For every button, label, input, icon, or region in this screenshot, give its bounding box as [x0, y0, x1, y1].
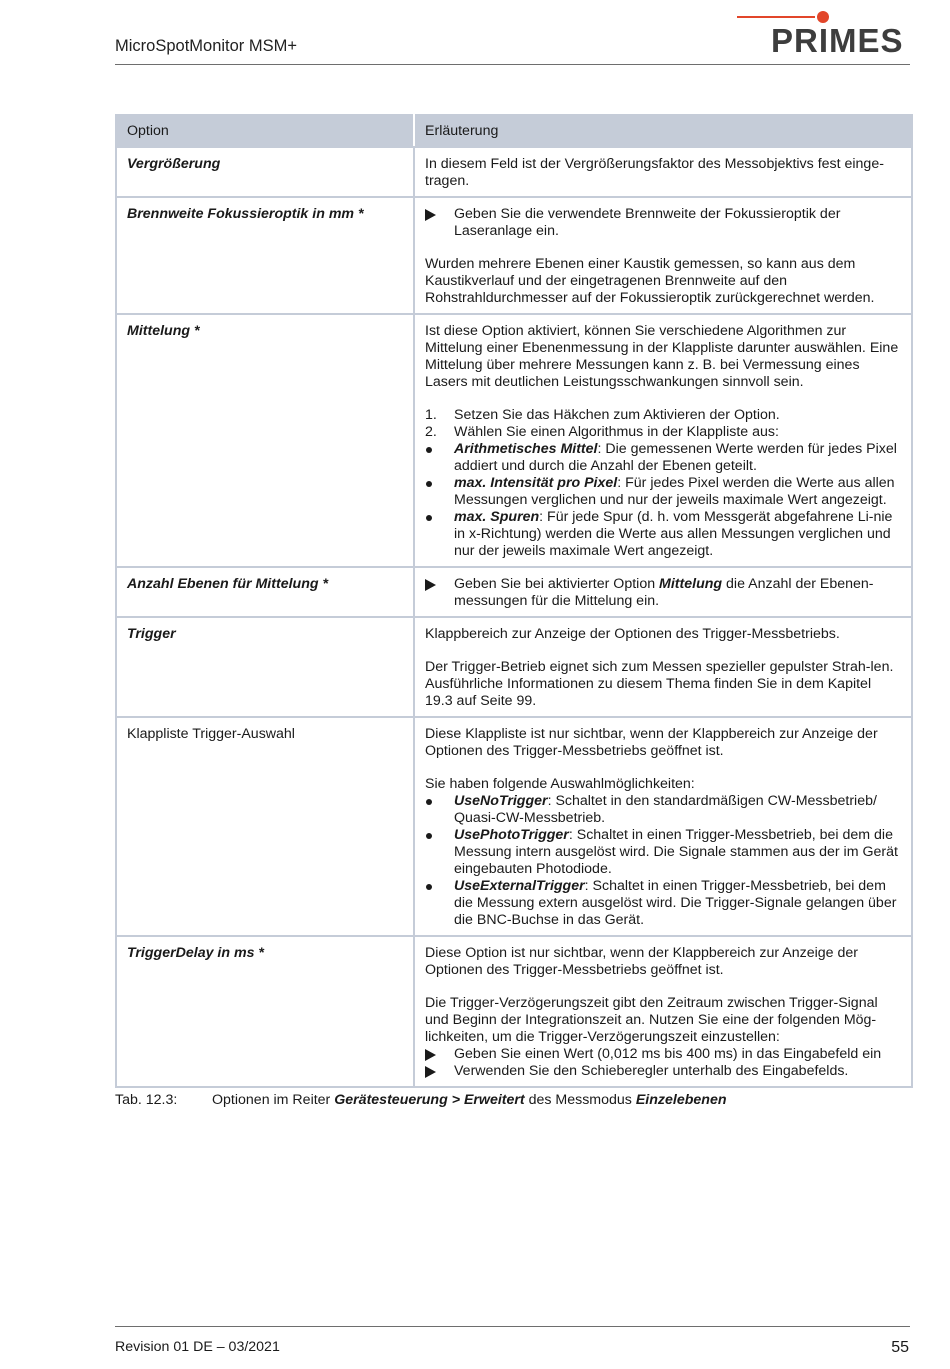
option-description — [414, 936, 912, 1087]
caption-term: Gerätesteuerung > Erweitert — [334, 1092, 525, 1108]
bullet-item — [425, 878, 901, 929]
table-row — [116, 197, 912, 314]
table-row — [116, 147, 912, 197]
option-name: Vergrößerung — [116, 147, 414, 197]
table-row — [116, 567, 912, 617]
bullet-item — [425, 509, 901, 560]
option-name: Anzahl Ebenen für Mittelung * — [116, 567, 414, 617]
bullet-term: UsePhotoTrigger — [454, 827, 569, 843]
description-paragraph: Diese Option ist nur sichtbar, wenn der Klappbereich zur Anzeige der Optionen des Trigger-Messbetriebs geöffnet ist. — [425, 945, 858, 978]
primes-logo — [737, 9, 909, 59]
option-name: Mittelung * — [116, 314, 414, 567]
numbered-step — [425, 424, 901, 441]
bullet-dot-icon — [425, 475, 432, 492]
option-name: Trigger — [116, 617, 414, 717]
table-row — [116, 936, 912, 1087]
description-paragraph: Wurden mehrere Ebenen einer Kaustik gemessen, so kann aus dem Kaustikverlauf und der eingetragenen Brennweite auf den Rohstrahldurchmesser auf der Fokussieroptik zurückgerechnet werden. — [425, 256, 875, 306]
description-paragraph: Diese Klappliste ist nur sichtbar, wenn der Klappbereich zur Anzeige der Optionen des Trigger-Messbetriebs geöffnet ist. — [425, 726, 878, 759]
bullet-text: : Schaltet in einen Trigger-Messbetrieb, bei dem die Messung intern ausgelöst wird. Die Signale stammen aus der im Gerät eingebauten Photodiode. — [454, 827, 898, 877]
step-text-post: die Anzahl der Ebenen-messungen für die Mittelung ein. — [454, 576, 874, 609]
description-paragraph: Ist diese Option aktiviert, können Sie verschiedene Algorithmen zur Mittelung einer Ebenenmessung in der Klappliste darunter auswählen. Eine Mittelung über mehrere Messungen kann z. B. bei Vermessung eines Lasers mit deutlichen Leistungsschwankungen sinnvoll sein. — [425, 323, 899, 390]
option-name: TriggerDelay in ms * — [116, 936, 414, 1087]
arrow-bullet-icon — [425, 1063, 436, 1083]
table-row — [116, 617, 912, 717]
description-paragraph: In diesem Feld ist der Vergrößerungsfaktor des Messobjektivs fest einge-tragen. — [425, 156, 884, 189]
description-paragraph: Klappbereich zur Anzeige der Optionen des Trigger-Messbetriebs. — [425, 626, 840, 642]
bullet-item — [425, 793, 901, 827]
bullet-text: : Schaltet in einen Trigger-Messbetrieb, bei dem die Messung extern ausgelöst wird. Die Trigger-Signale gelangen über die BNC-Buchse in das Gerät. — [454, 878, 897, 928]
numbered-step — [425, 407, 901, 424]
step-text: Geben Sie die verwendete Brennweite der Fokussieroptik der Laseranlage ein. — [454, 206, 841, 239]
option-description — [414, 617, 912, 717]
caption-text-pre: Optionen im Reiter — [212, 1092, 335, 1108]
footer-divider — [115, 1326, 910, 1327]
column-header-option: Option — [116, 115, 414, 147]
caption-term: Einzelebenen — [635, 1092, 727, 1108]
arrow-bullet-icon — [425, 206, 436, 226]
document-title: MicroSpotMonitor MSM+ — [115, 37, 298, 55]
description-paragraph: Sie haben folgende Auswahlmöglichkeiten: — [425, 776, 695, 792]
table-header-row — [116, 115, 912, 147]
option-description — [414, 197, 912, 314]
table-row — [116, 314, 912, 567]
step-text: Setzen Sie das Häkchen zum Aktivieren der Option. — [454, 407, 780, 423]
caption-text-mid: des Messmodus — [524, 1092, 636, 1108]
page-number: 55 — [891, 1339, 909, 1356]
bullet-item — [425, 441, 901, 475]
step-text: Wählen Sie einen Algorithmus in der Klappliste aus: — [454, 424, 779, 440]
bullet-dot-icon — [425, 793, 432, 810]
step-term: Mittelung — [659, 576, 723, 592]
column-header-explanation: Erläuterung — [414, 115, 912, 147]
bullet-item — [425, 827, 901, 878]
caption-number: Tab. 12.3: — [115, 1092, 178, 1108]
instruction-step — [425, 206, 901, 240]
description-paragraph: Die Trigger-Verzögerungszeit gibt den Zeitraum zwischen Trigger-Signal und Beginn der Integrationszeit an. Nutzen Sie eine der folgenden Mög-lichkeiten, um die Trigger-Verzögerungszeit einzustellen: — [425, 995, 878, 1045]
logo-wordmark: PRIMES — [771, 22, 904, 59]
bullet-item — [425, 475, 901, 509]
step-text-pre: Geben Sie bei aktivierter Option — [454, 576, 660, 592]
revision-label: Revision 01 DE – 03/2021 — [115, 1339, 280, 1355]
step-number: 2. — [425, 424, 437, 440]
description-paragraph: Der Trigger-Betrieb eignet sich zum Messen spezieller gepulster Strah-len. Ausführliche Informationen zu diesem Thema finden Sie in dem Kapitel 19.3 auf Seite 99. — [425, 659, 894, 709]
logo-line — [737, 16, 815, 18]
bullet-text: : Für jede Spur (d. h. vom Messgerät abgefahrene Li-nie in x-Richtung) werden die Werte aus allen Messungen verglichen und nur der jeweils maximale Wert angezeigt. — [454, 509, 893, 559]
bullet-text: : Für jedes Pixel werden die Werte aus allen Messungen verglichen und nur der jeweils maximale Wert angezeigt. — [454, 475, 895, 508]
option-description — [414, 147, 912, 197]
bullet-term: UseExternalTrigger — [454, 878, 585, 894]
instruction-step — [425, 576, 901, 610]
options-table — [115, 114, 913, 1088]
bullet-term: Arithmetisches Mittel — [454, 441, 598, 457]
option-description — [414, 567, 912, 617]
bullet-dot-icon — [425, 441, 432, 458]
option-description — [414, 717, 912, 936]
table-caption — [115, 1092, 727, 1108]
table-row — [116, 717, 912, 936]
step-number: 1. — [425, 407, 437, 423]
option-name: Klappliste Trigger-Auswahl — [116, 717, 414, 936]
bullet-text: : Die gemessenen Werte werden für jedes Pixel addiert und durch die Anzahl der Ebenen geteilt. — [454, 441, 897, 474]
bullet-dot-icon — [425, 827, 432, 844]
bullet-term: UseNoTrigger — [454, 793, 548, 809]
bullet-text: : Schaltet in den standardmäßigen CW-Messbetrieb/ Quasi-CW-Messbetrieb. — [454, 793, 877, 826]
bullet-term: max. Spuren — [454, 509, 540, 525]
bullet-dot-icon — [425, 878, 432, 895]
bullet-dot-icon — [425, 509, 432, 526]
bullet-term: max. Intensität pro Pixel — [454, 475, 618, 491]
step-text: Verwenden Sie den Schieberegler unterhalb des Eingabefelds. — [454, 1063, 849, 1079]
arrow-bullet-icon — [425, 576, 436, 596]
option-name: Brennweite Fokussieroptik in mm * — [116, 197, 414, 314]
option-description — [414, 314, 912, 567]
instruction-step — [425, 1046, 901, 1063]
step-text: Geben Sie einen Wert (0,012 ms bis 400 ms) in das Eingabefeld ein — [454, 1046, 882, 1062]
instruction-step — [425, 1063, 901, 1080]
header-divider — [115, 64, 910, 65]
